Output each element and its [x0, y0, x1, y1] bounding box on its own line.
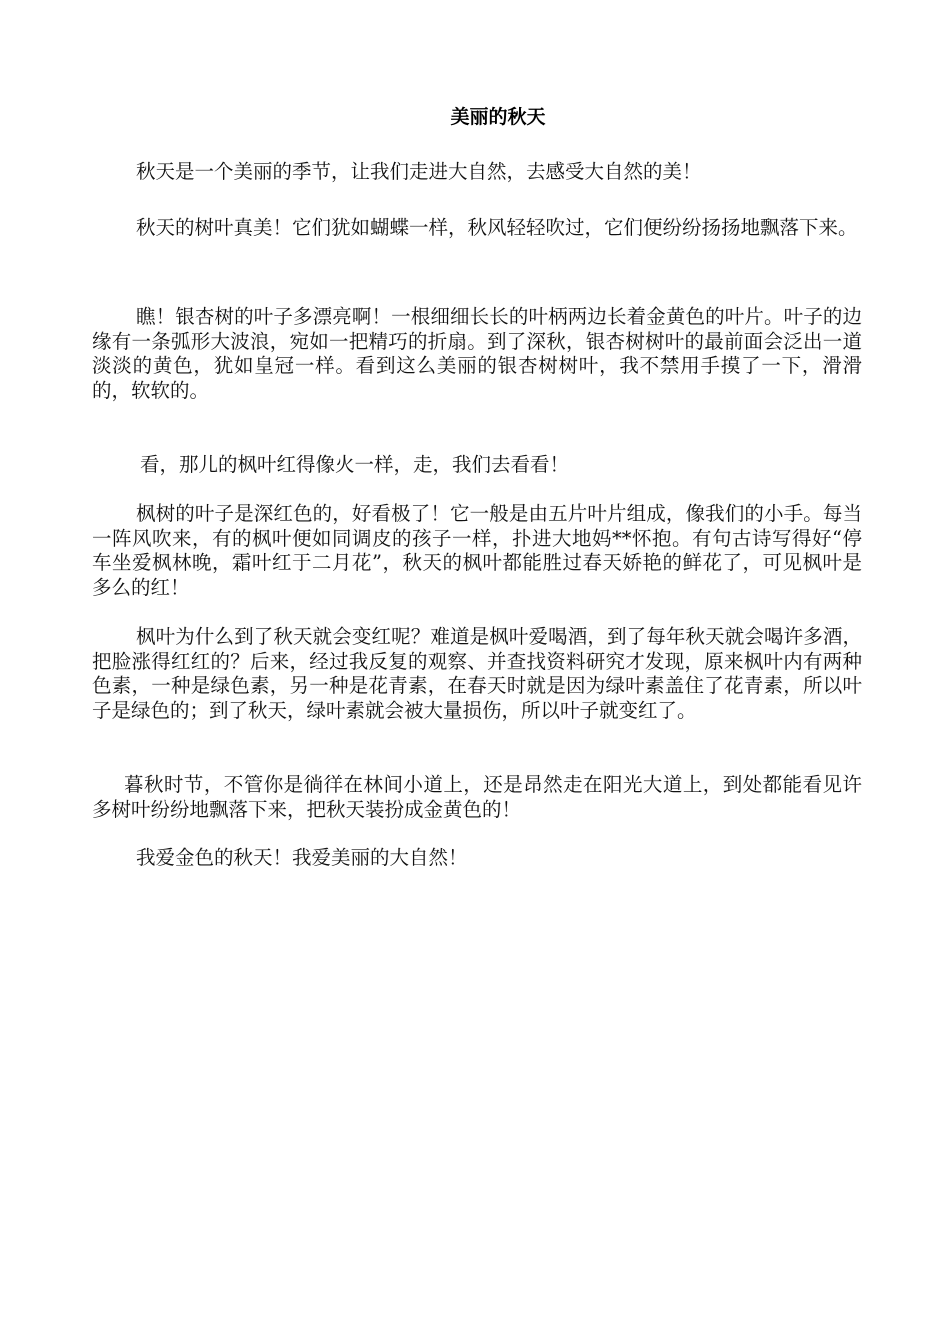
- paragraph-maple-look: 看，那儿的枫叶红得像火一样，走，我们去看看！: [140, 453, 570, 476]
- paragraph-ginkgo: 瞧！银杏树的叶子多漂亮啊！一根细细长长的叶柄两边长着金黄色的叶片。叶子的边缘有一条弧形大波浪，宛如一把精巧的折扇。到了深秋，银杏树树叶的最前面会泛出一道淡淡的黄色，犹如皇冠一样。看到这么美丽的银杏树树叶，我不禁用手摸了一下，滑滑的，软软的。: [92, 305, 862, 402]
- paragraph-leaves: 秋天的树叶真美！它们犹如蝴蝶一样，秋风轻轻吹过，它们便纷纷扬扬地飘落下来。: [136, 216, 858, 239]
- paragraph-closing: 我爱金色的秋天！我爱美丽的大自然！: [136, 846, 468, 869]
- paragraph-maple-leaf: 枫树的叶子是深红色的，好看极了！它一般是由五片叶片组成，像我们的小手。每当一阵风吹来，有的枫叶便如同调皮的孩子一样，扑进大地妈**怀抱。有句古诗写得好“停车坐爱枫林晚，霜叶红于二月花”，秋天的枫叶都能胜过春天娇艳的鲜花了，可见枫叶是多么的红！: [92, 502, 862, 599]
- document-title: 美丽的秋天: [450, 106, 546, 128]
- paragraph-maple-why-red: 枫叶为什么到了秋天就会变红呢？难道是枫叶爱喝酒，到了每年秋天就会喝许多酒，把脸涨得红红的？后来，经过我反复的观察、并查找资料研究才发现，原来枫叶内有两种色素，一种是绿色素，另一种是花青素，在春天时就是因为绿叶素盖住了花青素，所以叶子是绿色的；到了秋天，绿叶素就会被大量损伤，所以叶子就变红了。: [92, 625, 862, 722]
- paragraph-intro: 秋天是一个美丽的季节，让我们走进大自然，去感受大自然的美！: [136, 160, 702, 183]
- paragraph-late-autumn: 暮秋时节，不管你是徜徉在林间小道上，还是昂然走在阳光大道上，到处都能看见许多树叶纷纷地飘落下来，把秋天装扮成金黄色的！: [92, 773, 862, 821]
